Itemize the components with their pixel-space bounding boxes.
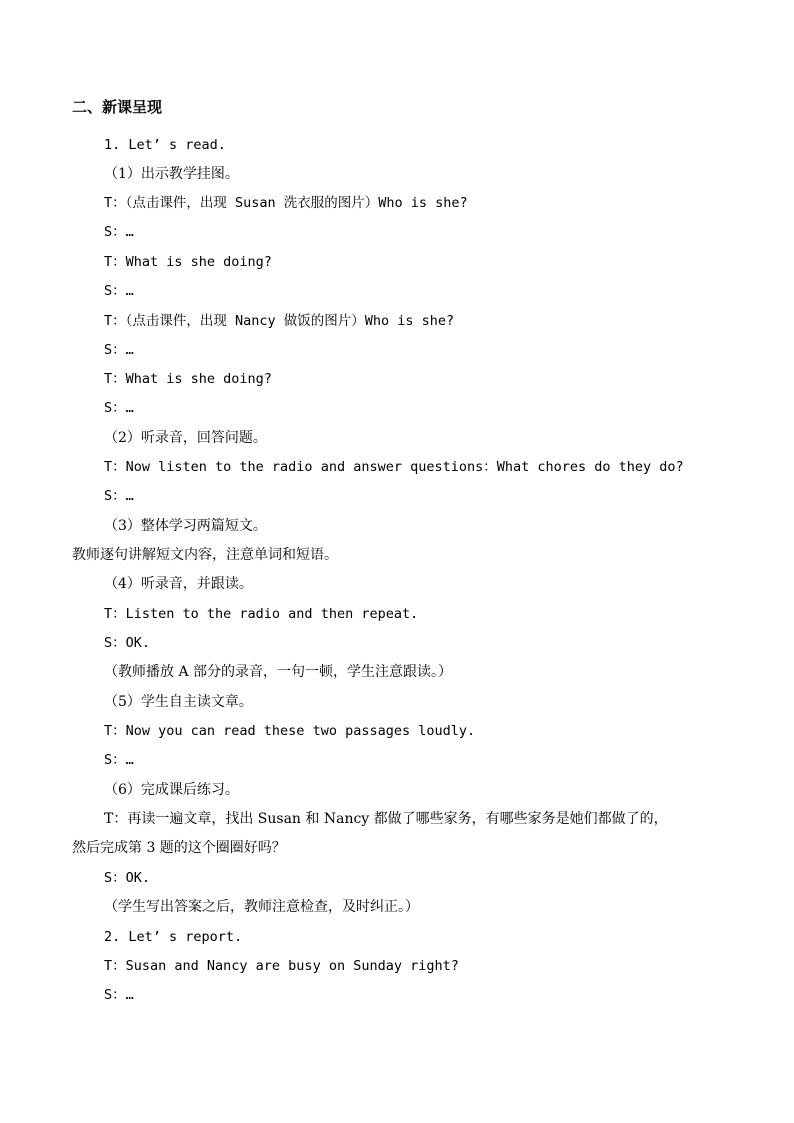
section-heading: 二、新课呈现 — [72, 98, 163, 116]
teacher-line: T：What is she doing? — [104, 371, 272, 387]
student-line: S：… — [104, 283, 134, 299]
student-line: S：OK. — [104, 635, 151, 651]
teacher-line: T：Listen to the radio and then repeat. — [104, 606, 419, 622]
student-line: S：… — [104, 488, 134, 504]
note-line: （教师播放 A 部分的录音，一句一顿，学生注意跟读。） — [104, 664, 453, 680]
student-line: S：… — [104, 752, 134, 768]
teacher-line: T：再读一遍文章，找出 Susan 和 Nancy 都做了哪些家务，有哪些家务是她们都做了的， — [104, 811, 668, 827]
step-lets-report: 2. Let’ s report. — [104, 929, 243, 945]
teacher-line: T：What is she doing? — [104, 254, 272, 270]
teacher-line-continued: 然后完成第 3 题的这个圈圈好吗？ — [72, 840, 286, 856]
substep-5: （5）学生自主读文章。 — [104, 694, 253, 710]
student-line: S：… — [104, 400, 134, 416]
note-line: （学生写出答案之后，教师注意检查，及时纠正。） — [104, 899, 419, 915]
teacher-line: T：（点击课件，出现 Susan 洗衣服的图片）Who is she? — [104, 195, 468, 211]
teacher-line: T：Now listen to the radio and answer questions：What chores do they do? — [104, 459, 684, 475]
student-line: S：OK. — [104, 870, 151, 886]
substep-3: （3）整体学习两篇短文。 — [104, 518, 267, 534]
teacher-line: T：Now you can read these two passages loudly. — [104, 723, 476, 739]
substep-6: （6）完成课后练习。 — [104, 782, 239, 798]
student-line: S：… — [104, 987, 134, 1003]
student-line: S：… — [104, 224, 134, 240]
teacher-line: T：Susan and Nancy are busy on Sunday right? — [104, 958, 459, 974]
substep-1: （1）出示教学挂图。 — [104, 166, 239, 182]
paragraph-line: 教师逐句讲解短文内容，注意单词和短语。 — [72, 547, 338, 563]
student-line: S：… — [104, 342, 134, 358]
teacher-line: T：（点击课件，出现 Nancy 做饭的图片）Who is she? — [104, 313, 455, 329]
substep-2: （2）听录音，回答问题。 — [104, 430, 267, 446]
substep-4: （4）听录音，并跟读。 — [104, 576, 253, 592]
step-lets-read: 1. Let’ s read. — [104, 137, 226, 153]
